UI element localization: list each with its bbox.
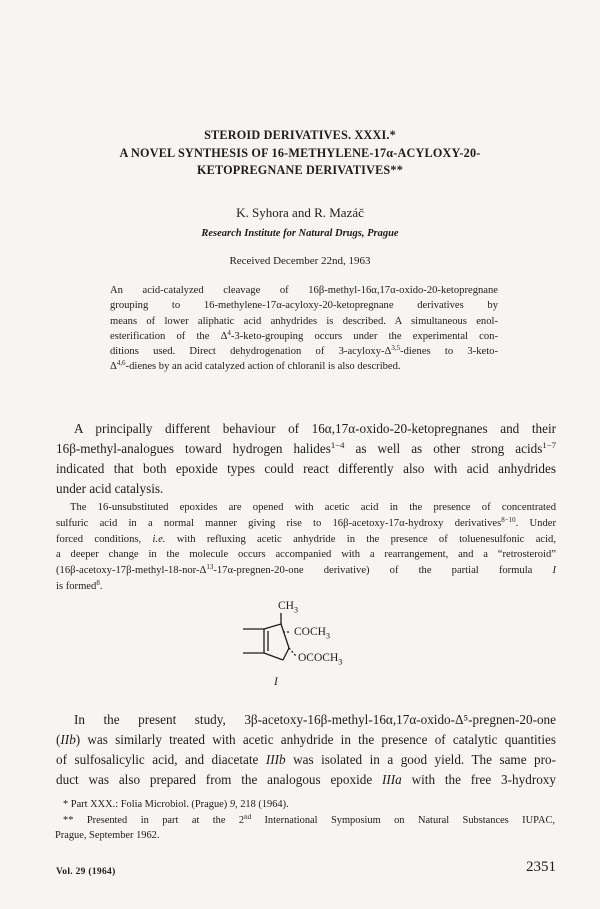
text: -dienes to 3-keto- [400,346,498,358]
text: -17α-pregnen-20-one derivative) of the partial formula [213,565,553,577]
text: with refluxing acetic anhydride in the presence of toluenesulfonic acid, [165,533,556,545]
subscript: 3 [293,605,298,615]
paragraph-line: The 16-unsubstituted epoxides are opened with acetic acid in the presence of concentrated [70,502,556,513]
text: esterification of the Δ [110,330,228,342]
text: 16β-methyl-analogues toward hydrogen halides [56,441,331,456]
text: forced conditions, [56,533,153,545]
paragraph-line [56,563,556,579]
italic-text: 9, [229,799,238,810]
abstract-line: An acid-catalyzed cleavage of 16β-methyl-16α,17α-oxido-20-ketopregnane [110,285,498,296]
paragraph-line [56,439,556,459]
italic-text: IIb [60,732,76,747]
text: COCH [294,626,326,638]
italic-text: IIIa [382,772,402,787]
title-line: KETOPREGNANE DERIVATIVES** [197,163,403,177]
paragraph-line: In the present study, 3β-acetoxy-16β-methyl-16α,17α-oxido-Δ⁵-pregnen-20-one [74,712,556,727]
institution: Research Institute for Natural Drugs, Prague [201,228,399,239]
abstract-line [110,329,498,344]
paragraph-line: under acid catalysis. [56,481,164,496]
text: (16β-acetoxy-17β-methyl-18-nor-Δ [56,565,207,577]
title-line: A NOVEL SYNTHESIS OF 16-METHYLENE-17α-ACYLOXY-20- [119,145,481,160]
paragraph-line: indicated that both epoxide types could react differently also with acid anhydrides [56,461,556,476]
footnotes [55,797,555,844]
abstract-line [110,359,498,374]
page-number: 2351 [526,859,556,875]
abstract [110,283,498,375]
superscript: 13 [206,563,214,572]
coch3-label [294,626,330,640]
body-small-paragraph [56,500,556,595]
text: . Under [515,517,556,529]
italic-text: IIIb [265,752,286,767]
text: CH [278,600,294,612]
alpha-bond [289,648,296,656]
text: ditions used. Direct dehydrogenation of 3-acyloxy-Δ [110,346,392,358]
superscript: 4 [227,329,231,338]
ring-bond [283,648,289,660]
superscript: 1−4 [330,440,345,451]
subscript: 3 [338,657,343,667]
footnote [55,813,555,829]
authors: K. Syhora and R. Mazáč [236,205,364,220]
text: -dienes by an acid catalyzed action of chloranil is also described. [125,361,401,373]
formula-label: I [274,676,278,688]
text: * Part XXX.: Folia Microbiol. (Prague) [63,799,230,810]
formula-structure-svg [238,600,368,695]
text: of sulfosalicylic acid, and diacetate [56,752,266,767]
text: ) was similarly treated with acetic anhydride in the presence of catalytic quantities [75,732,556,747]
footnote [55,797,555,813]
volume-info: Vol. 29 (1964) [56,867,116,877]
text: OCOCH [298,652,339,664]
received-date: Received December 22nd, 1963 [229,255,371,267]
text: International Symposium on Natural Substances IUPAC, [251,814,555,826]
ring-bond [281,624,289,648]
text: 218 (1964). [237,799,289,810]
abstract-line [110,344,498,359]
text: -3-keto-grouping occurs under the experimental con- [230,330,498,342]
text: sulfuric acid in a normal manner giving rise to 16β-acetoxy-17α-hydroxy derivatives [56,517,502,529]
paragraph-line [56,516,556,532]
superscript: 8 [96,579,100,588]
superscript: 3,5 [391,344,401,353]
subscript: 3 [325,631,330,641]
text: duct was also prepared from the analogous epoxide [56,772,382,787]
footnote: Prague, September 1962. [55,830,160,841]
superscript: 4,6 [116,359,126,368]
article-title [60,127,540,180]
superscript: nd [244,813,251,821]
title-line: STEROID DERIVATIVES. XXXI.* [204,128,396,142]
paragraph-line [56,532,556,548]
superscript: 8−10 [501,515,516,524]
text: as well as other strong acids [344,441,543,456]
text: Δ [110,361,117,373]
paragraph-line: a deeper change in the molecule occurs accompanied with a rearrangement, and a “retrosteroid” [56,549,556,561]
ococh3-label [298,652,342,666]
text: with the free 3-hydroxy [401,772,556,787]
superscript: 1−7 [542,440,556,451]
italic-text: I [552,565,556,577]
italic-text: i.e. [152,533,166,545]
text: ** Presented in part at the 2 [63,814,245,826]
abstract-line: means of lower aliphatic acid anhydrides is described. A simultaneous enol- [110,315,498,327]
ch3-label [278,600,298,614]
text: is formed [56,580,97,592]
partial-formula-I [238,600,368,695]
paragraph-line [56,750,556,770]
intro-paragraph [56,419,556,499]
text: was isolated in a good yield. The same pro- [285,752,556,767]
abstract-line: grouping to 16-methylene-17α-acyloxy-20-ketopregnane derivatives by [110,300,498,312]
ring-bond [264,624,281,629]
paragraph-line [56,730,556,750]
paragraph-line: A principally different behaviour of 16α,17α-oxido-20-ketopregnanes and their [74,421,556,436]
paragraph-line [56,579,556,595]
text: ( [56,732,61,747]
paragraph-line [56,770,556,790]
ring-bond [264,653,283,660]
present-study-paragraph [56,710,556,790]
text: . [99,580,103,592]
